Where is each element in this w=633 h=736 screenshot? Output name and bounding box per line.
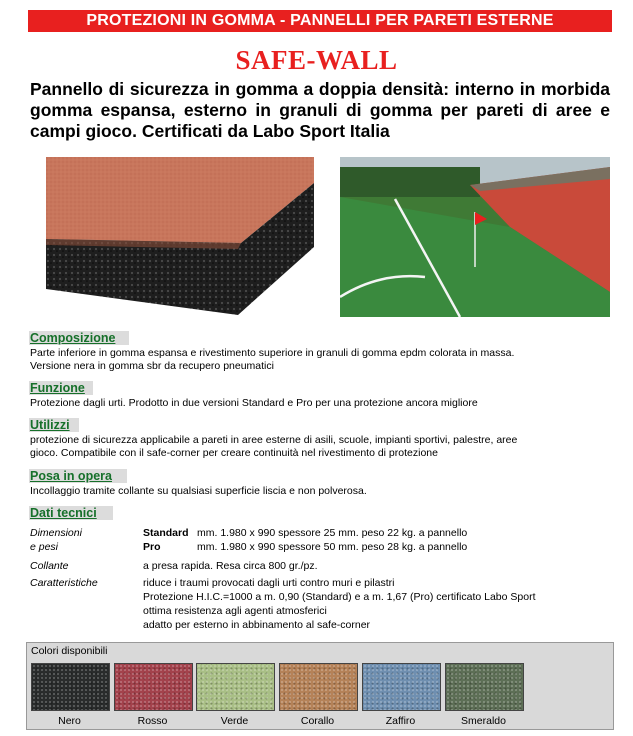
intro-text: Pannello di sicurezza in gomma a doppia densità: interno in morbida gomma espansa, esterno in granuli di gomma per pareti di aree e campi gioco. Certificati da Labo Sport Italia	[30, 79, 610, 141]
spec-label-caratteristiche: Caratteristiche	[30, 577, 98, 589]
spec-car-4: adatto per esterno in abbinamento al safe-corner	[143, 619, 371, 631]
spec-car-3: ottima resistenza agli agenti atmosferici	[143, 605, 327, 617]
colors-panel	[26, 642, 614, 730]
utilizzi-line1: protezione di sicurezza applicabile a pareti in aree esterne di asili, scuole, impianti sportivi, palestre, aree	[30, 434, 518, 446]
header-banner: PROTEZIONI IN GOMMA - PANNELLI PER PARETI ESTERNE	[28, 10, 612, 32]
swatch-label: Nero	[58, 715, 81, 727]
swatch-label: Rosso	[137, 715, 168, 727]
spec-pro-text: mm. 1.980 x 990 spessore 50 mm. peso 28 kg. a pannello	[197, 541, 468, 553]
composizione-line2: Versione nera in gomma sbr da recupero pneumatici	[30, 360, 274, 372]
swatch-label: Corallo	[300, 715, 335, 727]
colors-label: Colori disponibili	[31, 645, 108, 657]
field-photo	[340, 157, 610, 317]
spec-collante-text: a presa rapida. Resa circa 800 gr./pz.	[143, 560, 318, 572]
panel-photo	[46, 157, 314, 317]
heading-composizione: Composizione	[30, 331, 116, 345]
swatch-corallo	[279, 663, 358, 711]
spec-label-pesi: e pesi	[30, 541, 59, 553]
spec-car-1: riduce i traumi provocati dagli urti contro muri e pilastri	[143, 577, 395, 589]
spec-pro-name: Pro	[143, 541, 161, 553]
swatch-rosso	[114, 663, 193, 711]
spec-standard-name: Standard	[143, 527, 189, 539]
swatch-label: Smeraldo	[461, 715, 506, 727]
spec-car-2: Protezione H.I.C.=1000 a m. 0,90 (Standard) e a m. 1,67 (Pro) certificato Labo Sport	[143, 591, 536, 603]
swatch-smeraldo	[445, 663, 524, 711]
swatch-nero	[31, 663, 110, 711]
heading-dati: Dati tecnici	[30, 506, 97, 520]
product-title: SAFE-WALL	[235, 45, 398, 75]
heading-posa: Posa in opera	[30, 469, 112, 483]
swatch-zaffiro	[362, 663, 441, 711]
spec-label-dimensioni: Dimensioni	[30, 527, 82, 539]
swatch-label: Verde	[220, 715, 249, 727]
heading-funzione: Funzione	[30, 381, 85, 395]
composizione-line1: Parte inferiore in gomma espansa e rivestimento superiore in granuli di gomma epdm colorata in massa.	[30, 347, 515, 359]
heading-utilizzi: Utilizzi	[30, 418, 70, 432]
swatch-label: Zaffiro	[385, 715, 416, 727]
funzione-text: Protezione dagli urti. Prodotto in due versioni Standard e Pro per una protezione ancora migliore	[30, 397, 478, 409]
utilizzi-line2: gioco. Compatibile con il safe-corner per creare continuità nel rivestimento di protezione	[30, 447, 438, 459]
swatch-verde	[196, 663, 275, 711]
spec-label-collante: Collante	[30, 560, 69, 572]
posa-text: Incollaggio tramite collante su qualsiasi superficie liscia e non polverosa.	[30, 485, 367, 497]
spec-standard-text: mm. 1.980 x 990 spessore 25 mm. peso 22 kg. a pannello	[197, 527, 468, 539]
